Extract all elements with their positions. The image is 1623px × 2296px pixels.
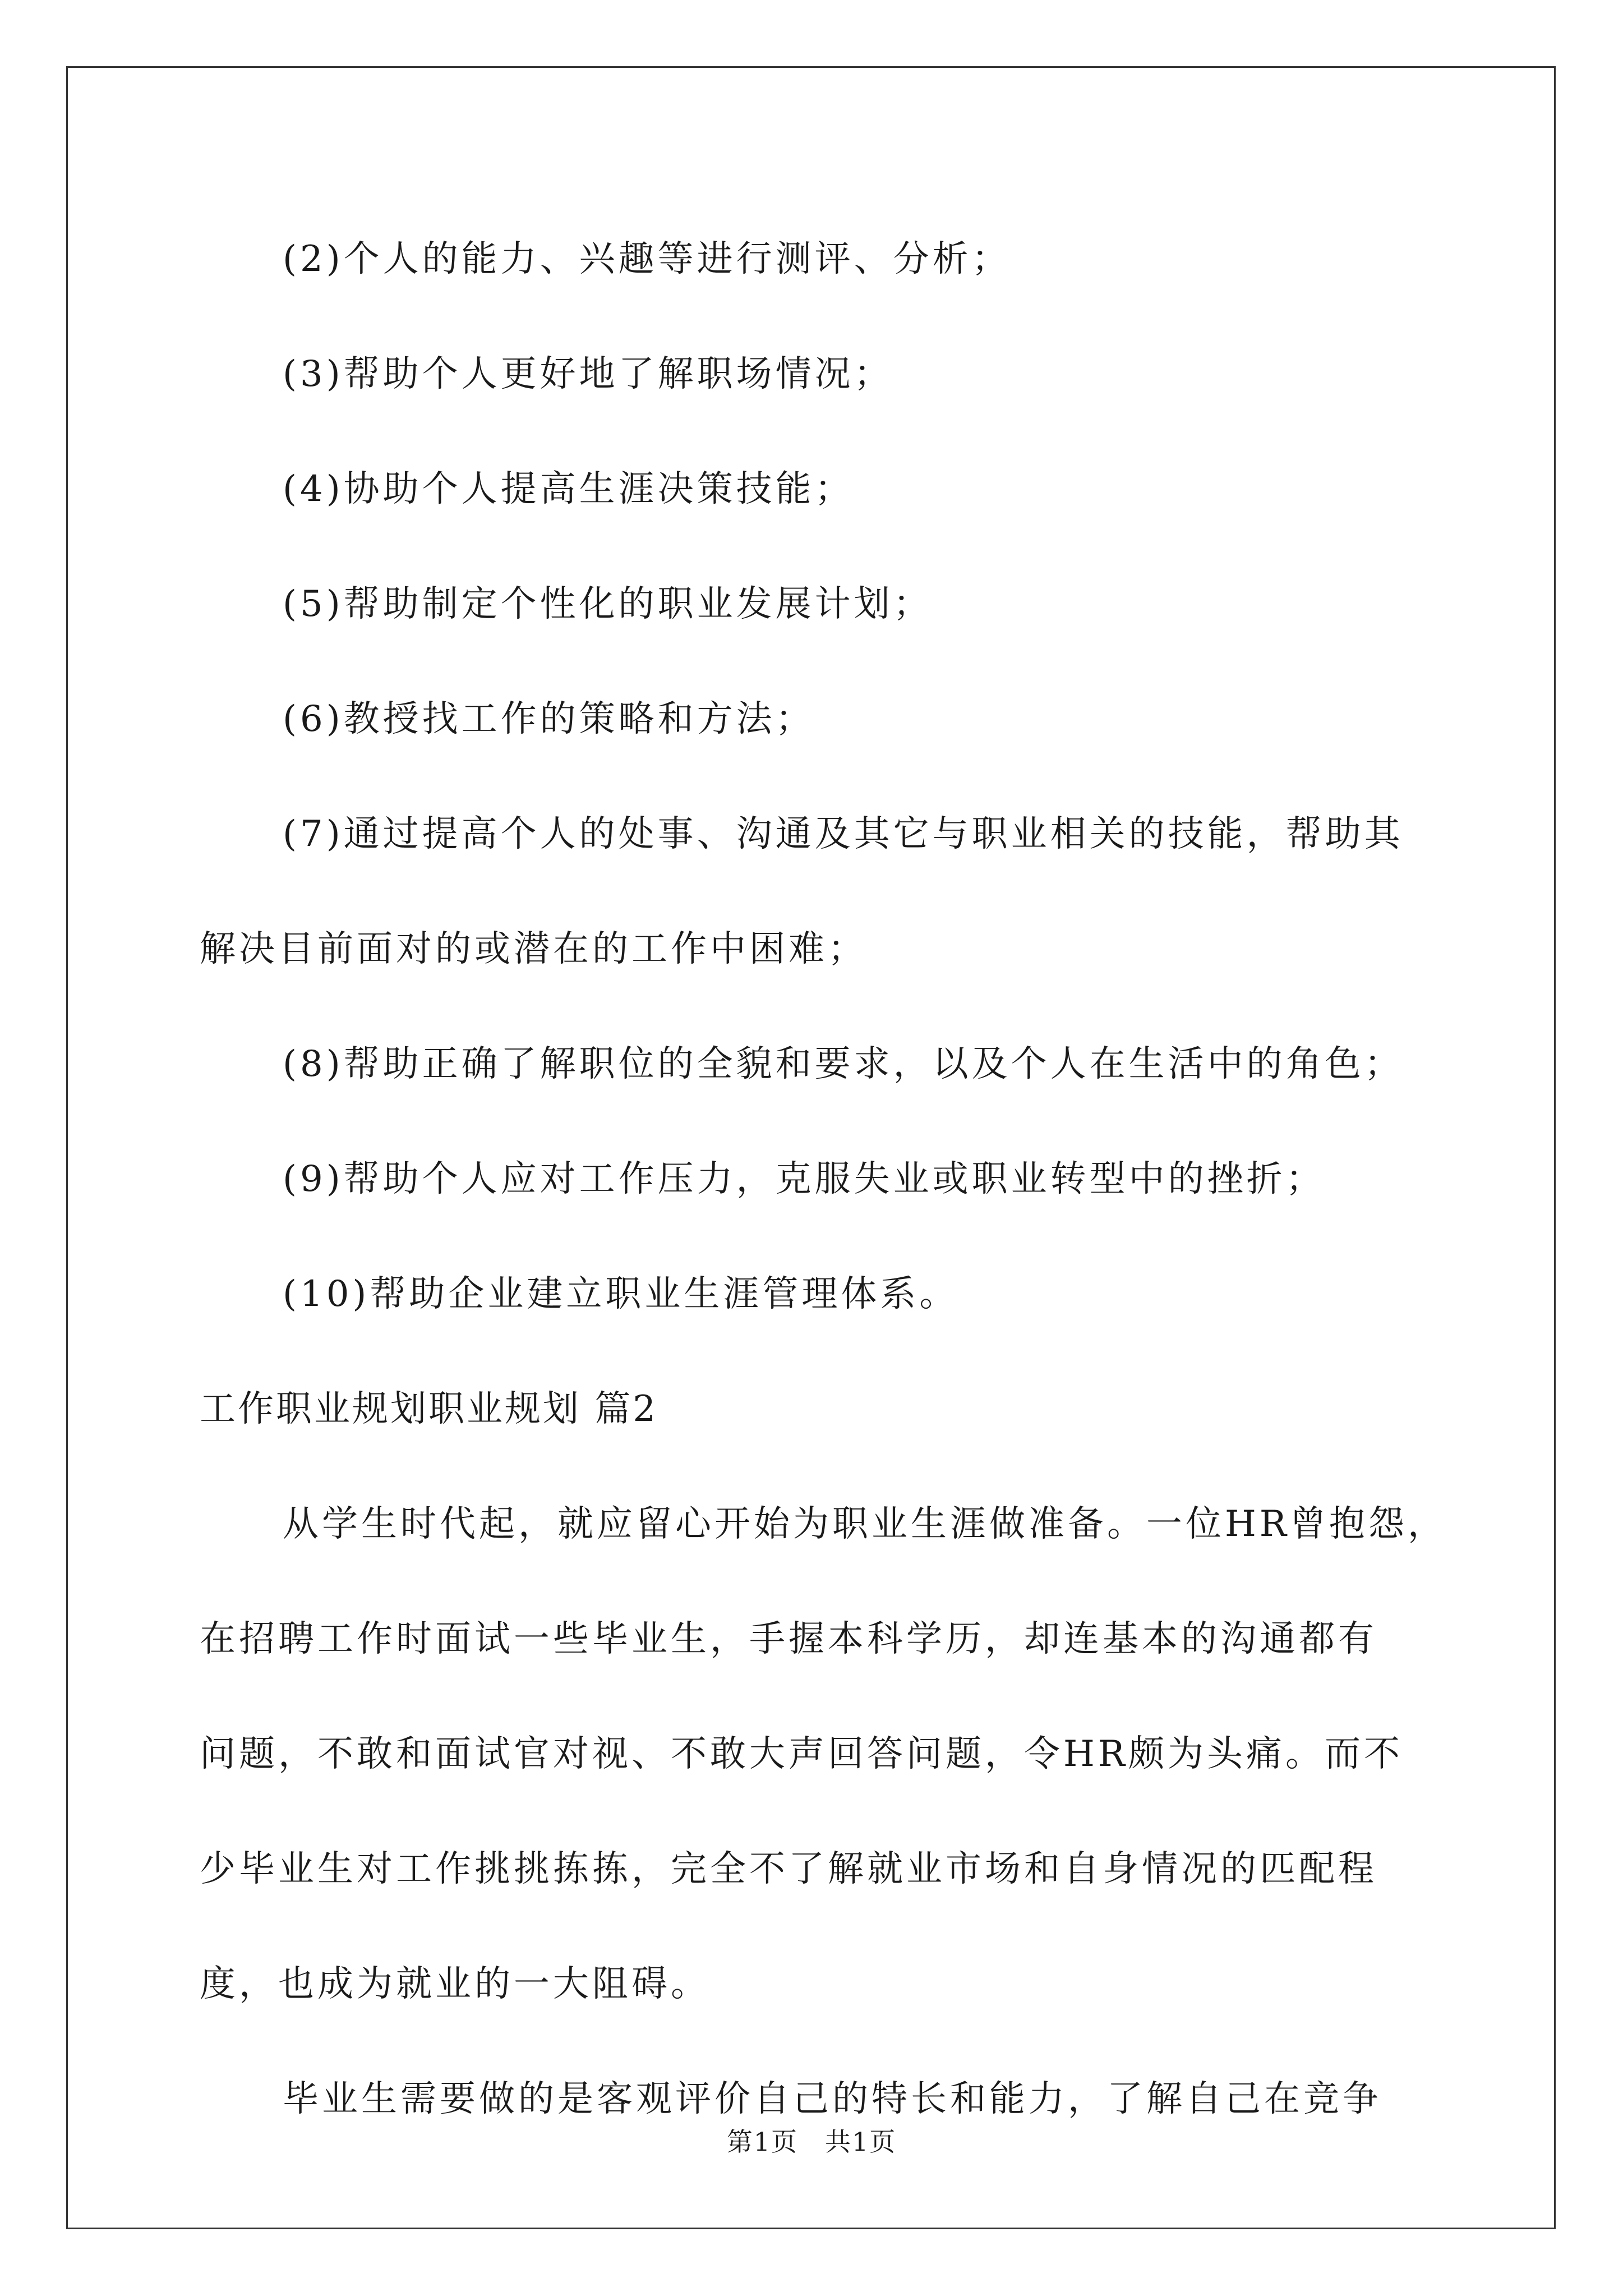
paragraph-2-line-1: 毕业生需要做的是客观评价自己的特长和能力，了解自己在竞争 (283, 2078, 1382, 2120)
page-number: 第1页 共1页 (726, 2127, 897, 2157)
list-item-5: (5)帮助制定个性化的职业发展计划； (283, 583, 933, 625)
list-item-3: (3)帮助个人更好地了解职场情况； (283, 353, 893, 395)
paragraph-1-line-1: 从学生时代起，就应留心开始为职业生涯做准备。一位HR曾抱怨， (283, 1503, 1447, 1545)
list-item-6: (6)教授找工作的策略和方法； (283, 698, 815, 740)
list-item-7-continuation: 解决目前面对的或潜在的工作中困难； (200, 928, 867, 970)
document-body (200, 202, 1447, 2157)
paragraph-1-line-4: 少毕业生对工作挑挑拣拣，完全不了解就业市场和自身情况的匹配程 (200, 1848, 1377, 1890)
list-item-8: (8)帮助正确了解职位的全貌和要求，以及个人在生活中的角色； (283, 1043, 1404, 1085)
paragraph-1-line-5: 度，也成为就业的一大阻碍。 (200, 1963, 710, 2005)
list-item-2: (2)个人的能力、兴趣等进行测评、分析； (283, 238, 1011, 280)
paragraph-1-line-2: 在招聘工作时面试一些毕业生，手握本科学历，却连基本的沟通都有 (200, 1618, 1377, 1660)
list-item-4: (4)协助个人提高生涯决策技能； (283, 468, 854, 510)
list-item-7: (7)通过提高个人的处事、沟通及其它与职业相关的技能，帮助其 (283, 813, 1404, 855)
section-heading: 工作职业规划职业规划 篇2 (200, 1388, 658, 1430)
list-item-10: (10)帮助企业建立职业生涯管理体系。 (283, 1273, 959, 1315)
paragraph-1-line-3: 问题，不敢和面试官对视、不敢大声回答问题，令HR颇为头痛。而不 (200, 1733, 1403, 1775)
list-item-9: (9)帮助个人应对工作压力，克服失业或职业转型中的挫折； (283, 1158, 1325, 1200)
